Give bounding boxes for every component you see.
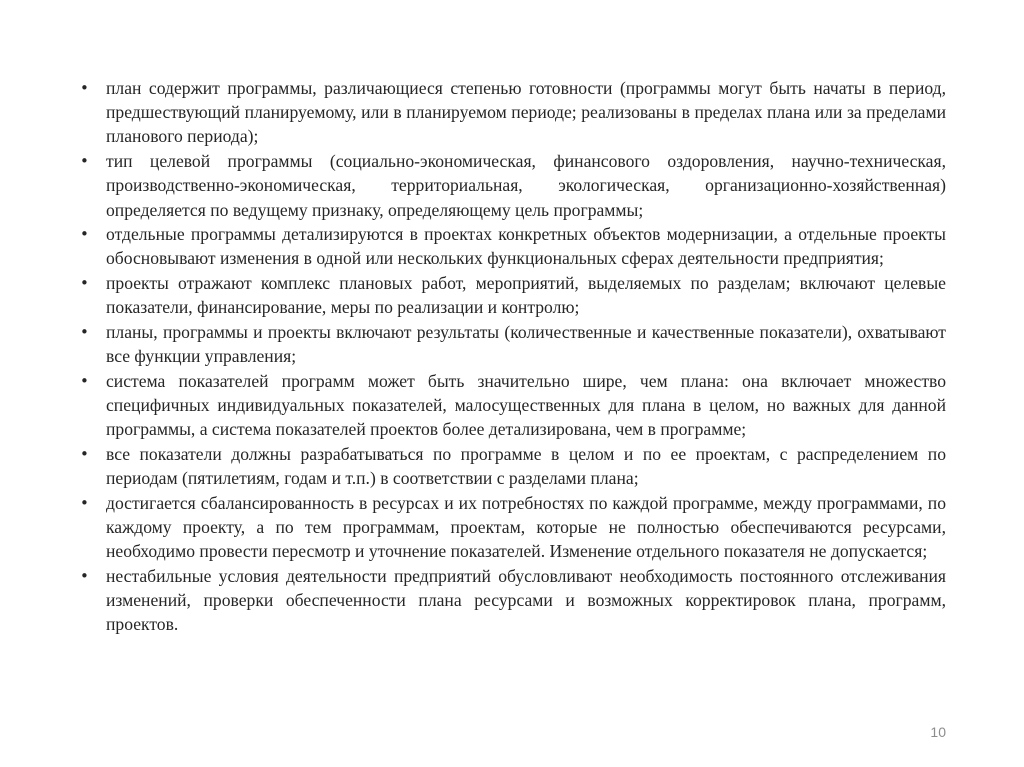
list-item [80,76,946,149]
bullet-icon: • [80,152,89,171]
list-item [80,149,946,222]
list-item-text: проекты отражают комплекс плановых работ, мероприятий, выделяемых по разделам; включают целевые показатели, финансирование, меры по реализации и контролю; [106,273,946,318]
list-item [80,320,946,368]
list-item [80,369,946,442]
bullet-icon: • [80,493,89,512]
list-item-text: план содержит программы, различающиеся степенью готовности (программы могут быть начаты в период, предшествующий планируемому, или в планируемом периоде; реализованы в пределах плана или за пределами планового периода); [106,78,946,147]
page-number: 10 [930,724,946,740]
list-item-text: система показателей программ может быть значительно шире, чем плана: она включает множество специфичных индивидуальных показателей, малосущественных для плана в целом, но важных для данной программы, а система показателей проектов более детализирована, чем в программе; [106,370,946,440]
list-item-text: нестабильные условия деятельности предприятий обусловливают необходимость постоянного отслеживания изменений, проверки обеспеченности плана ресурсами и возможных корректировок плана, программ, проектов. [106,566,946,635]
bullet-icon: • [80,274,89,293]
list-item [80,442,946,490]
list-item [80,271,946,319]
list-item-text: все показатели должны разрабатываться по программе в целом и по ее проектам, с распределением по периодам (пятилетиям, годам и т.п.) в соответствии с разделами плана; [106,444,946,489]
slide-content [80,76,946,637]
bullet-icon: • [80,323,89,342]
list-item-text: тип целевой программы (социально-экономическая, финансового оздоровления, научно-техническая, производственно-экономическая, территориальная, экологическая, организационно-хозяйственная) определяется по ведущему признаку, определяющему цель программы; [106,151,946,220]
bullet-icon: • [80,225,89,244]
bullet-icon: • [80,445,89,464]
bullet-icon: • [80,79,89,97]
list-item [80,491,946,564]
list-item-text: отдельные программы детализируются в проектах конкретных объектов модернизации, а отдельные проекты обосновывают изменения в одной или нескольких функциональных сферах деятельности предприятия; [106,224,946,269]
bullet-icon: • [80,371,89,390]
list-item [80,564,946,637]
bullet-list [80,76,946,637]
list-item-text: планы, программы и проекты включают результаты (количественные и качественные показатели), охватывают все функции управления; [106,322,946,367]
bullet-icon: • [80,567,89,586]
list-item [80,222,946,270]
list-item-text: достигается сбалансированность в ресурсах и их потребностях по каждой программе, между программами, по каждому проекту, а по тем программам, проектам, которые не полностью обеспечиваются ресурсами, необходимо провести пересмотр и уточнение показателей. Изменение отдельного показателя не допускается; [106,492,946,562]
